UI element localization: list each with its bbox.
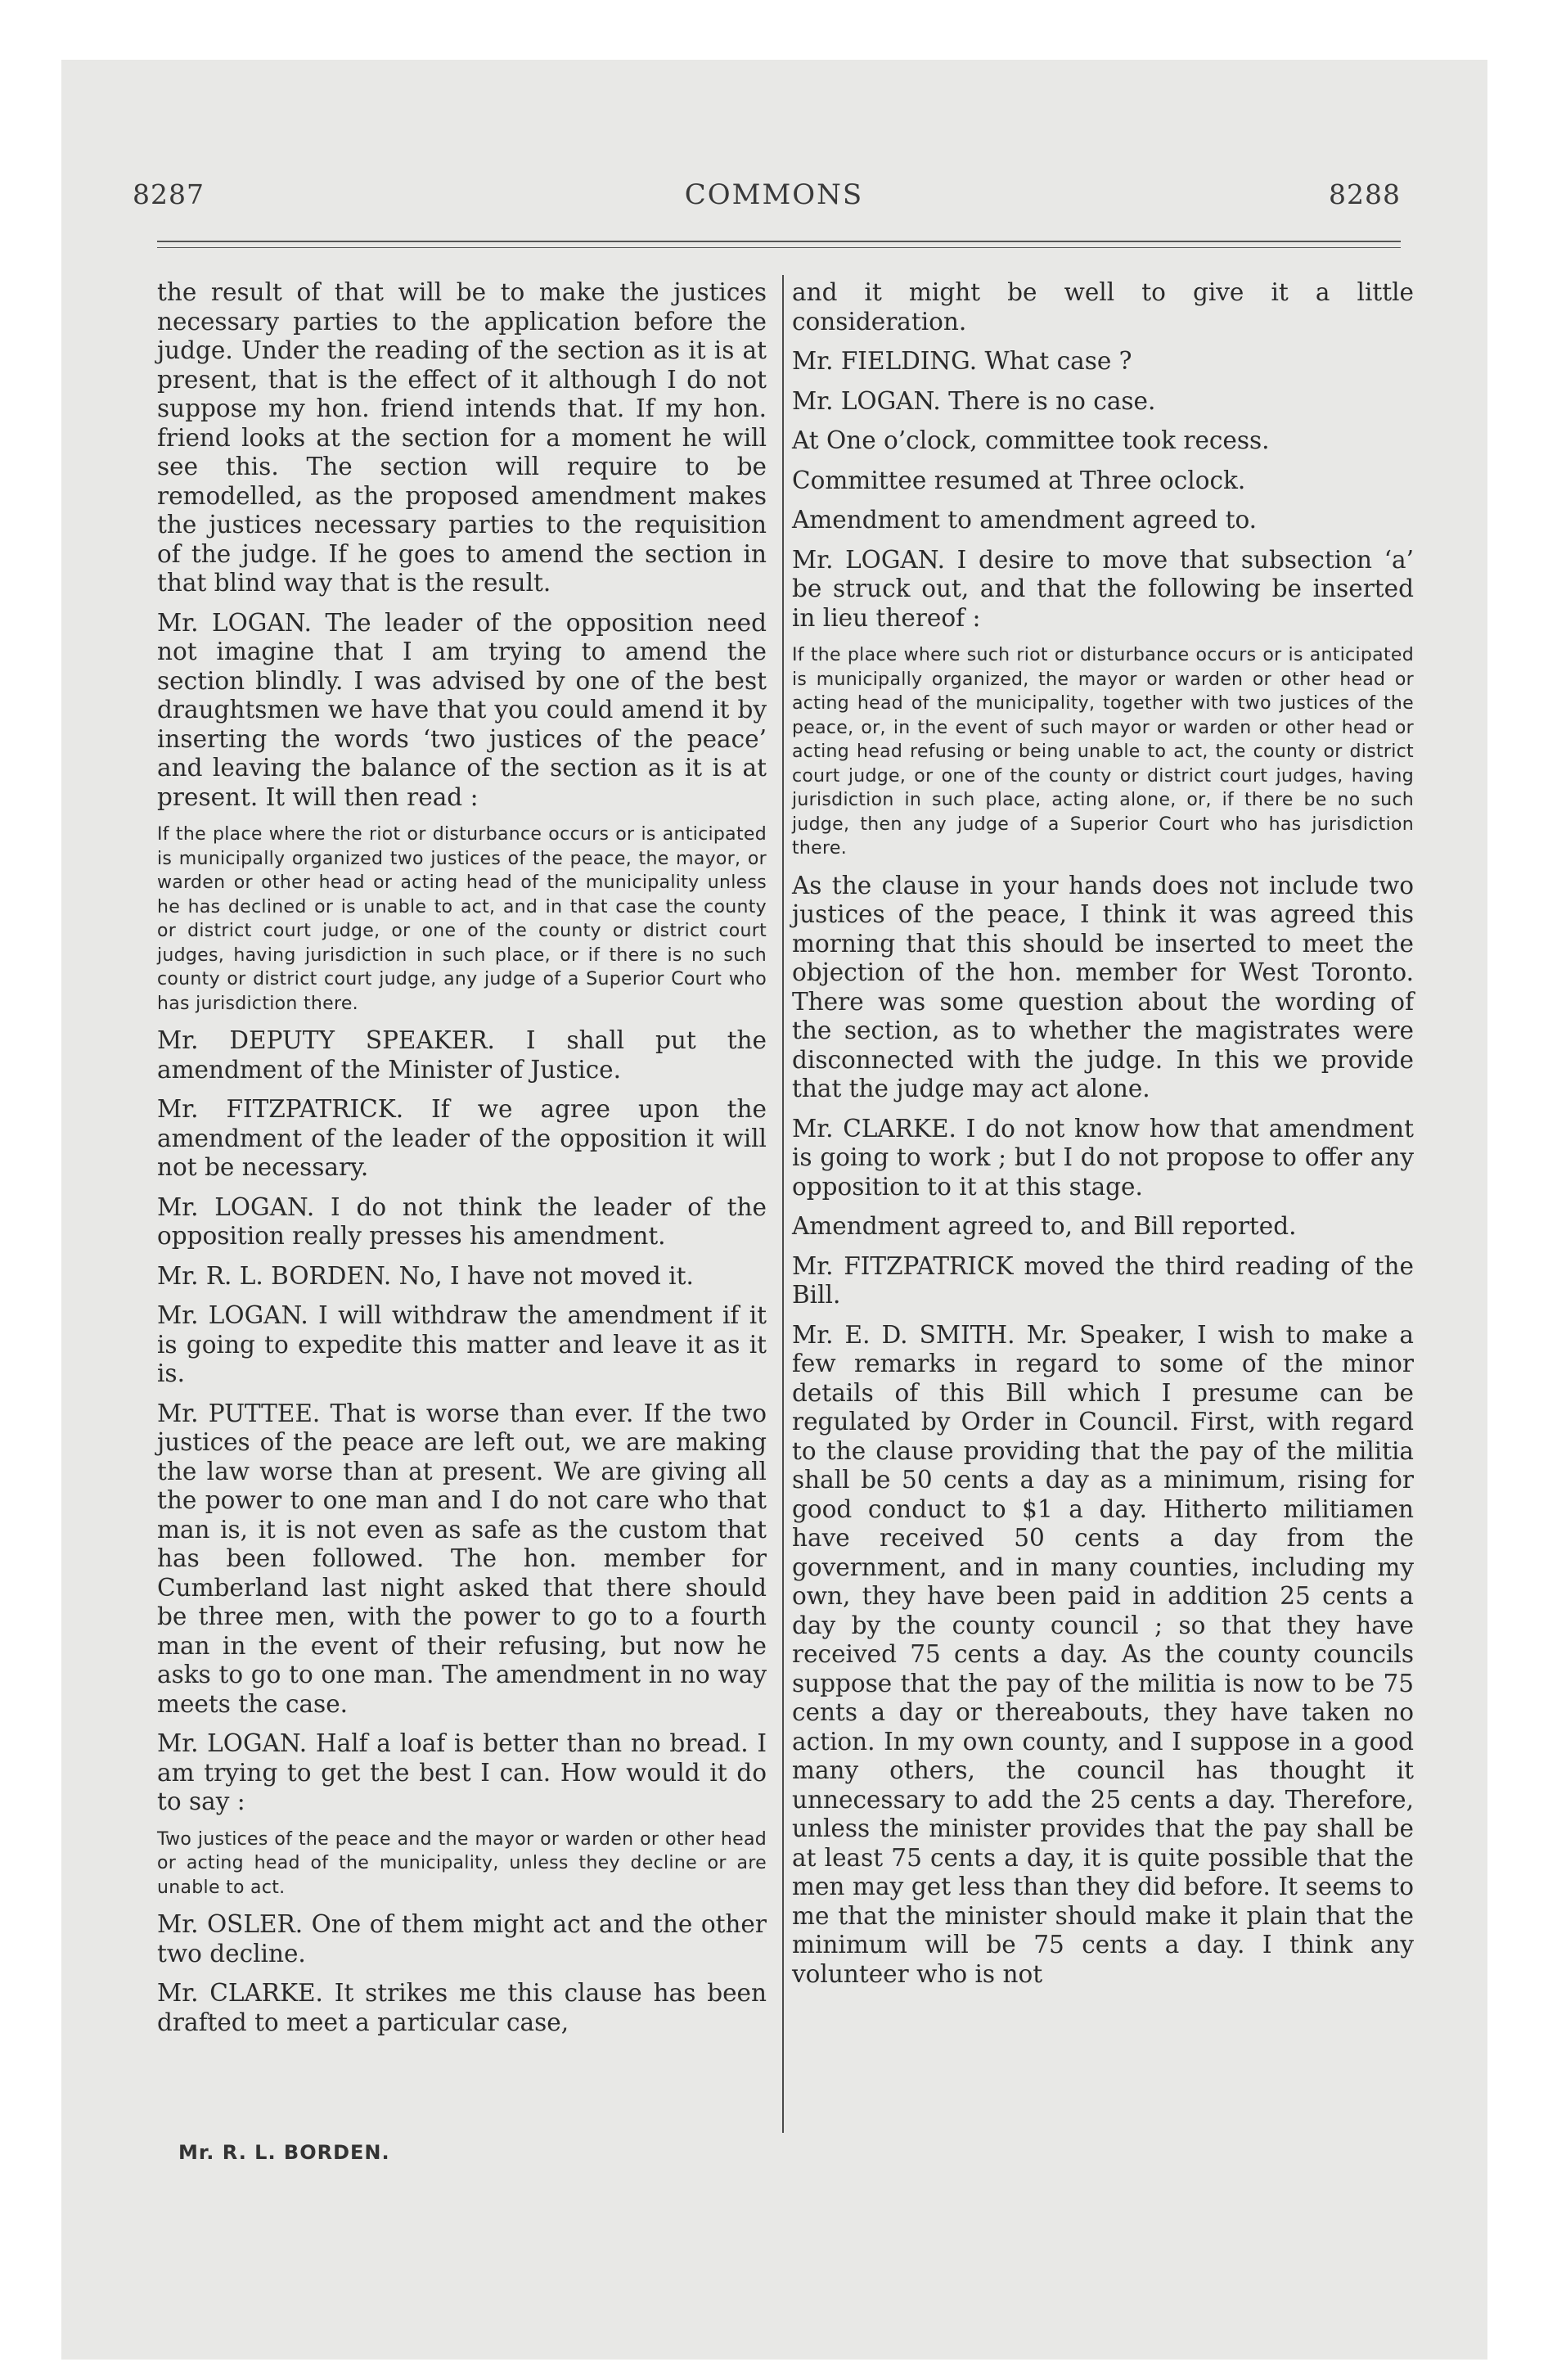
right-column <box>792 278 1414 1989</box>
paragraph: Mr. OSLER. One of them might act and the other two decline. <box>157 1910 767 1968</box>
page-number-left: 8287 <box>133 178 205 210</box>
paragraph: Mr. CLARKE. It strikes me this clause has been drafted to meet a particular case, <box>157 1979 767 2036</box>
paragraph: Mr. PUTTEE. That is worse than ever. If the two justices of the peace are left out, we are making the law worse than at present. We are giving all the power to one man and I do not care who that man is, it is not even as safe as the custom that has been followed. The hon. member for Cumberland last night asked that there should be three men, with the power to go to a fourth man in the event of their refusing, but now he asks to go to one man. The amendment in no way meets the case. <box>157 1399 767 1718</box>
column-divider <box>782 275 784 2133</box>
paragraph: At One o’clock, committee took recess. <box>792 426 1270 454</box>
paragraph: Mr. LOGAN. I will withdraw the amendment if it is going to expedite this matter and leave it as it is. <box>157 1301 767 1387</box>
paragraph: Amendment agreed to, and Bill reported. <box>792 1212 1297 1240</box>
quoted-text: If the place where the riot or disturbance occurs or is anticipated is municipally organized two justices of the peace, the mayor, or warden or other head or acting head of the municipality unless he has declined or is unable to act, and in that case the county or district court judge, or one of the county or district court judges, having jurisdiction in such place, or if there is no such county or district court judge, any judge of a Superior Court who has jurisdiction there. <box>157 824 767 1014</box>
paragraph: Mr. LOGAN. Half a loaf is better than no bread. I am trying to get the best I can. How would it do to say : <box>157 1729 767 1815</box>
paragraph: Mr. R. L. BORDEN. No, I have not moved it. <box>157 1261 694 1290</box>
left-column <box>157 278 767 2037</box>
paragraph: Mr. LOGAN. I do not think the leader of the opposition really presses his amendment. <box>157 1192 767 1250</box>
paragraph: Amendment to amendment agreed to. <box>792 506 1258 534</box>
paragraph: the result of that will be to make the justices necessary parties to the application before the judge. Under the reading of the section as it is at present, that is the effect of it although I do not suppose my hon. friend intends that. If my hon. friend looks at the section for a moment he will see this. The section will require to be remodelled, as the proposed amendment makes the justices necessary parties to the requisition of the judge. If he goes to amend the section in that blind way that is the result. <box>157 278 767 597</box>
paragraph: Mr. FITZPATRICK. If we agree upon the amendment of the leader of the opposition it will not be necessary. <box>157 1095 767 1181</box>
header-rule-thin <box>157 247 1401 248</box>
paragraph: Mr. FITZPATRICK moved the third reading of the Bill. <box>792 1251 1414 1309</box>
paragraph: As the clause in your hands does not include two justices of the peace, I think it was agreed this morning that this should be inserted to meet the objection of the hon. member for West Toronto. There was some question about the wording of the section, as to whether the magistrates were disconnected with the judge. In this we provide that the judge may act alone. <box>792 871 1414 1102</box>
paragraph: Mr. LOGAN. The leader of the opposition need not imagine that I am trying to amend the section blindly. I was advised by one of the best draughtsmen we have that you could amend it by inserting the words ‘two justices of the peace’ and leaving the balance of the section as it is at present. It will then read : <box>157 608 767 811</box>
paragraph: Mr. DEPUTY SPEAKER. I shall put the amendment of the Minister of Justice. <box>157 1026 767 1084</box>
page-title: COMMONS <box>684 178 864 211</box>
paragraph: and it might be well to give it a little consideration. <box>792 278 1414 336</box>
running-footer: Mr. R. L. BORDEN. <box>178 2141 390 2164</box>
paragraph: Committee resumed at Three oclock. <box>792 466 1246 494</box>
paragraph: Mr. CLARKE. I do not know how that amendment is going to work ; but I do not propose to offer any opposition to it at this stage. <box>792 1114 1414 1201</box>
page-number-right: 8288 <box>1329 178 1401 210</box>
paragraph: Mr. LOGAN. There is no case. <box>792 386 1156 415</box>
quoted-text: If the place where such riot or disturbance occurs or is anticipated is municipally organized, the mayor or warden or other head or acting head of the municipality, together with two justices of the peace, or, in the event of such mayor or warden or other head or acting head refusing or being unable to act, the county or district court judge, or one of the county or district court judges, having jurisdiction in such place, acting alone, or, if there be no such judge, then any judge of a Superior Court who has jurisdiction there. <box>792 645 1414 859</box>
paragraph: Mr. LOGAN. I desire to move that subsection ‘a’ be struck out, and that the following be inserted in lieu thereof : <box>792 545 1414 632</box>
header-rule <box>157 241 1401 242</box>
paragraph: Mr. E. D. SMITH. Mr. Speaker, I wish to make a few remarks in regard to some of the minor details of this Bill which I presume can be regulated by Order in Council. First, with regard to the clause providing that the pay of the militia shall be 50 cents a day as a minimum, rising for good conduct to $1 a day. Hitherto militiamen have received 50 cents a day from the government, and in many counties, including my own, they have been paid in addition 25 cents a day by the county council ; so that they have received 75 cents a day. As the county councils suppose that the pay of the militia is now to be 75 cents a day or thereabouts, they have taken no action. In my own county, and I suppose in a good many others, the council has thought it unnecessary to add the 25 cents a day. Therefore, unless the minister provides that the pay shall be at least 75 cents a day, it is quite possible that the men may get less than they did before. It seems to me that the minister should make it plain that the minimum will be 75 cents a day. I think any volunteer who is not <box>792 1320 1414 1988</box>
paragraph: Mr. FIELDING. What case ? <box>792 347 1132 375</box>
quoted-text: Two justices of the peace and the mayor or warden or other head or acting head of the municipality, unless they decline or are unable to act. <box>157 1828 767 1898</box>
